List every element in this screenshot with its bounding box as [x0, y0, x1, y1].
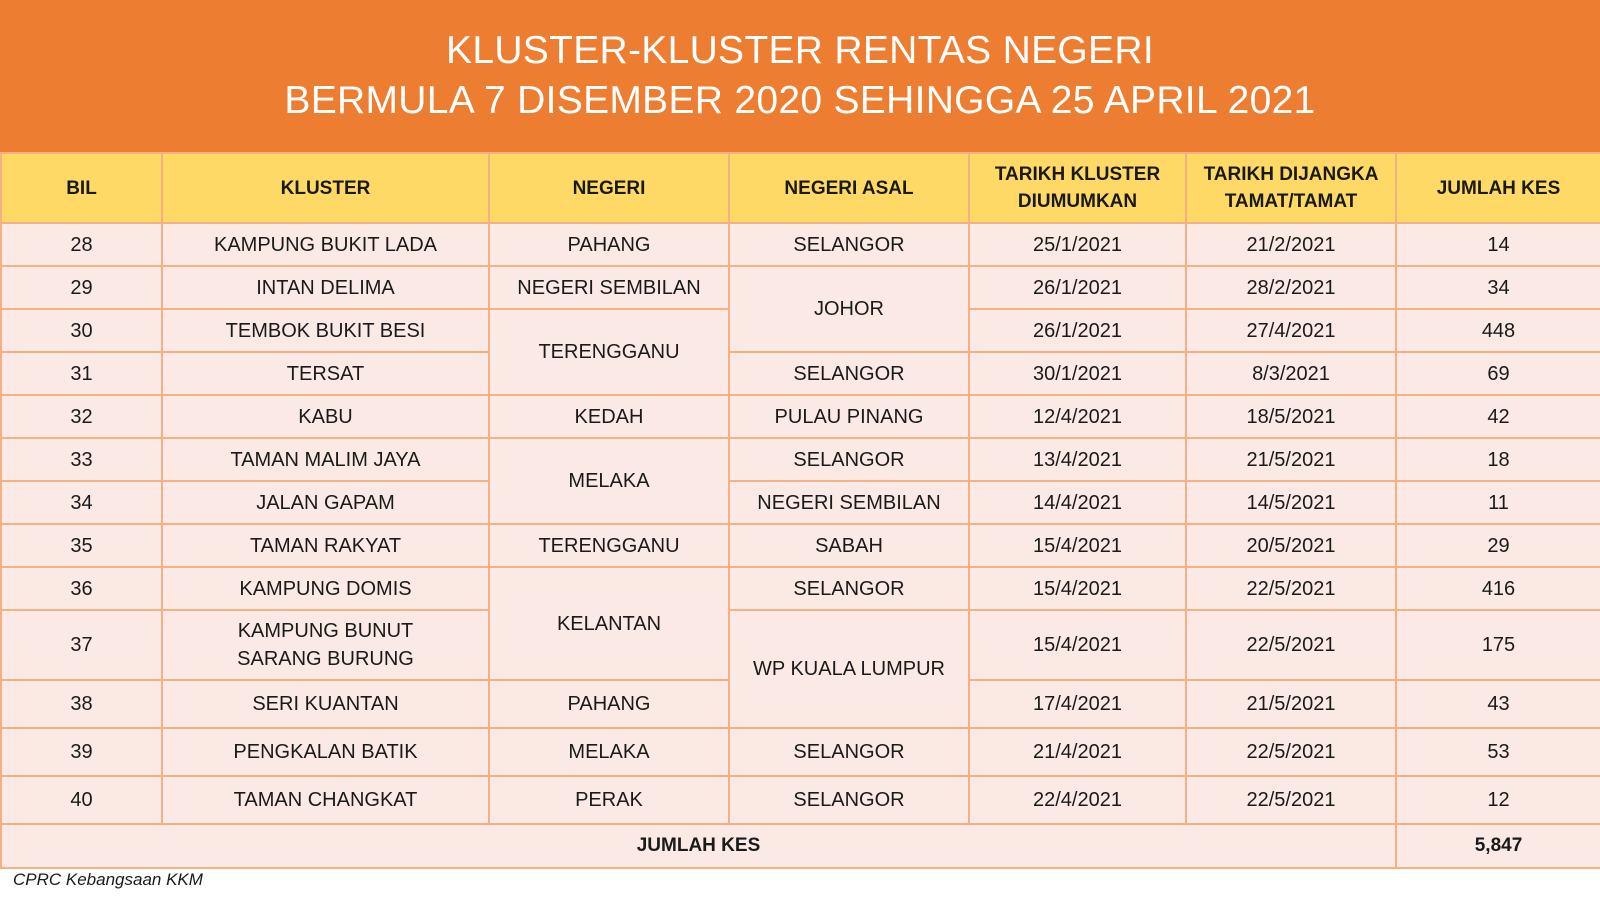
cell-kes: 53: [1396, 728, 1600, 776]
header-row: [1, 153, 1600, 223]
cell-bil: 38: [1, 680, 162, 728]
cell-kluster: TAMAN MALIM JAYA: [162, 438, 489, 481]
cell-tamat: 20/5/2021: [1186, 524, 1396, 567]
title-line-2: BERMULA 7 DISEMBER 2020 SEHINGGA 25 APRIL 2021: [284, 79, 1316, 122]
cell-bil: 35: [1, 524, 162, 567]
table-row: [1, 438, 1600, 481]
table-row: [1, 776, 1600, 824]
cell-kes: 175: [1396, 610, 1600, 680]
total-label: JUMLAH KES: [1, 824, 1396, 868]
cell-diumumkan: 15/4/2021: [969, 610, 1186, 680]
cell-tamat: 22/5/2021: [1186, 610, 1396, 680]
header-tarikh-tamat-line-2: TAMAT/TAMAT: [1224, 191, 1358, 212]
cell-kluster-line-2: SARANG BURUNG: [237, 648, 414, 670]
table-row: [1, 395, 1600, 438]
header-negeri-asal: NEGERI ASAL: [729, 153, 969, 223]
cell-tamat: 22/5/2021: [1186, 728, 1396, 776]
cell-diumumkan: 12/4/2021: [969, 395, 1186, 438]
table-row: [1, 266, 1600, 309]
cell-diumumkan: 15/4/2021: [969, 567, 1186, 610]
cell-kes: 11: [1396, 481, 1600, 524]
cell-kluster: PENGKALAN BATIK: [162, 728, 489, 776]
cell-bil: 39: [1, 728, 162, 776]
cell-kluster: TAMAN RAKYAT: [162, 524, 489, 567]
cell-bil: 36: [1, 567, 162, 610]
cell-negeri: TERENGGANU: [489, 309, 729, 395]
cell-negeri-asal: SELANGOR: [729, 438, 969, 481]
header-tarikh-tamat-line-1: TARIKH DIJANGKA: [1203, 164, 1379, 185]
table-row: [1, 481, 1600, 524]
cell-negeri-asal: SELANGOR: [729, 776, 969, 824]
cell-bil: 33: [1, 438, 162, 481]
cell-kes: 416: [1396, 567, 1600, 610]
title-banner: [0, 0, 1600, 152]
cell-tamat: 22/5/2021: [1186, 567, 1396, 610]
cell-kluster: TAMAN CHANGKAT: [162, 776, 489, 824]
cell-tamat: 14/5/2021: [1186, 481, 1396, 524]
cell-kluster: SERI KUANTAN: [162, 680, 489, 728]
cell-kes: 43: [1396, 680, 1600, 728]
cell-diumumkan: 13/4/2021: [969, 438, 1186, 481]
source-note: CPRC Kebangsaan KKM: [13, 870, 203, 889]
table-row: [1, 223, 1600, 266]
cell-negeri-asal: WP KUALA LUMPUR: [729, 610, 969, 728]
cell-kes: 14: [1396, 223, 1600, 266]
cell-negeri-asal: SELANGOR: [729, 223, 969, 266]
table-row: [1, 567, 1600, 610]
cell-negeri: MELAKA: [489, 438, 729, 524]
cell-bil: 40: [1, 776, 162, 824]
cell-kluster: KAMPUNG DOMIS: [162, 567, 489, 610]
cell-negeri: KELANTAN: [489, 567, 729, 680]
cell-negeri: TERENGGANU: [489, 524, 729, 567]
cell-bil: 29: [1, 266, 162, 309]
cell-kluster: TERSAT: [162, 352, 489, 395]
cell-negeri-asal: NEGERI SEMBILAN: [729, 481, 969, 524]
cell-kes: 29: [1396, 524, 1600, 567]
cell-negeri-asal: SELANGOR: [729, 567, 969, 610]
cell-diumumkan: 15/4/2021: [969, 524, 1186, 567]
cell-diumumkan: 25/1/2021: [969, 223, 1186, 266]
cell-tamat: 21/5/2021: [1186, 438, 1396, 481]
header-tarikh-diumumkan: [969, 153, 1186, 223]
cell-negeri: NEGERI SEMBILAN: [489, 266, 729, 309]
cell-diumumkan: 26/1/2021: [969, 309, 1186, 352]
table-row: [1, 524, 1600, 567]
cell-diumumkan: 26/1/2021: [969, 266, 1186, 309]
cell-bil: 37: [1, 610, 162, 680]
cell-negeri-asal: JOHOR: [729, 266, 969, 352]
cell-bil: 34: [1, 481, 162, 524]
cell-diumumkan: 21/4/2021: [969, 728, 1186, 776]
cell-bil: 31: [1, 352, 162, 395]
cell-negeri-asal: PULAU PINANG: [729, 395, 969, 438]
cell-negeri: MELAKA: [489, 728, 729, 776]
cell-negeri-asal: SELANGOR: [729, 352, 969, 395]
header-tarikh-tamat: [1186, 153, 1396, 223]
cell-kluster: [162, 610, 489, 680]
header-tarikh-diumumkan-line-1: TARIKH KLUSTER: [994, 164, 1161, 185]
cell-tamat: 28/2/2021: [1186, 266, 1396, 309]
cell-bil: 32: [1, 395, 162, 438]
header-kluster: KLUSTER: [162, 153, 489, 223]
header-tarikh-diumumkan-line-2: DIUMUMKAN: [1017, 191, 1138, 212]
cell-bil: 30: [1, 309, 162, 352]
header-bil: BIL: [1, 153, 162, 223]
cell-negeri-asal: SABAH: [729, 524, 969, 567]
cell-diumumkan: 30/1/2021: [969, 352, 1186, 395]
cell-negeri-asal: SELANGOR: [729, 728, 969, 776]
cell-kes: 34: [1396, 266, 1600, 309]
cell-kes: 448: [1396, 309, 1600, 352]
cell-kes: 18: [1396, 438, 1600, 481]
cell-kluster: KABU: [162, 395, 489, 438]
header-jumlah-kes: JUMLAH KES: [1396, 153, 1600, 223]
cell-tamat: 22/5/2021: [1186, 776, 1396, 824]
cell-kluster: TEMBOK BUKIT BESI: [162, 309, 489, 352]
cell-negeri: PAHANG: [489, 680, 729, 728]
cell-negeri: KEDAH: [489, 395, 729, 438]
cell-negeri: PAHANG: [489, 223, 729, 266]
cell-diumumkan: 14/4/2021: [969, 481, 1186, 524]
table-row: [1, 728, 1600, 776]
cell-kes: 69: [1396, 352, 1600, 395]
title-line-1: KLUSTER-KLUSTER RENTAS NEGERI: [446, 29, 1154, 72]
total-row: [1, 824, 1600, 868]
total-value: 5,847: [1396, 824, 1600, 868]
cluster-table: [0, 152, 1600, 869]
cell-kes: 12: [1396, 776, 1600, 824]
cell-bil: 28: [1, 223, 162, 266]
cell-negeri: PERAK: [489, 776, 729, 824]
header-negeri: NEGERI: [489, 153, 729, 223]
cell-tamat: 21/2/2021: [1186, 223, 1396, 266]
table-row: [1, 610, 1600, 680]
cell-kluster: JALAN GAPAM: [162, 481, 489, 524]
cell-tamat: 8/3/2021: [1186, 352, 1396, 395]
table-row: [1, 352, 1600, 395]
cell-tamat: 18/5/2021: [1186, 395, 1396, 438]
cell-kluster: INTAN DELIMA: [162, 266, 489, 309]
cell-kluster: KAMPUNG BUKIT LADA: [162, 223, 489, 266]
cell-tamat: 27/4/2021: [1186, 309, 1396, 352]
cell-diumumkan: 17/4/2021: [969, 680, 1186, 728]
cell-tamat: 21/5/2021: [1186, 680, 1396, 728]
cell-kes: 42: [1396, 395, 1600, 438]
cell-kluster-line-1: KAMPUNG BUNUT: [237, 620, 414, 642]
cell-diumumkan: 22/4/2021: [969, 776, 1186, 824]
